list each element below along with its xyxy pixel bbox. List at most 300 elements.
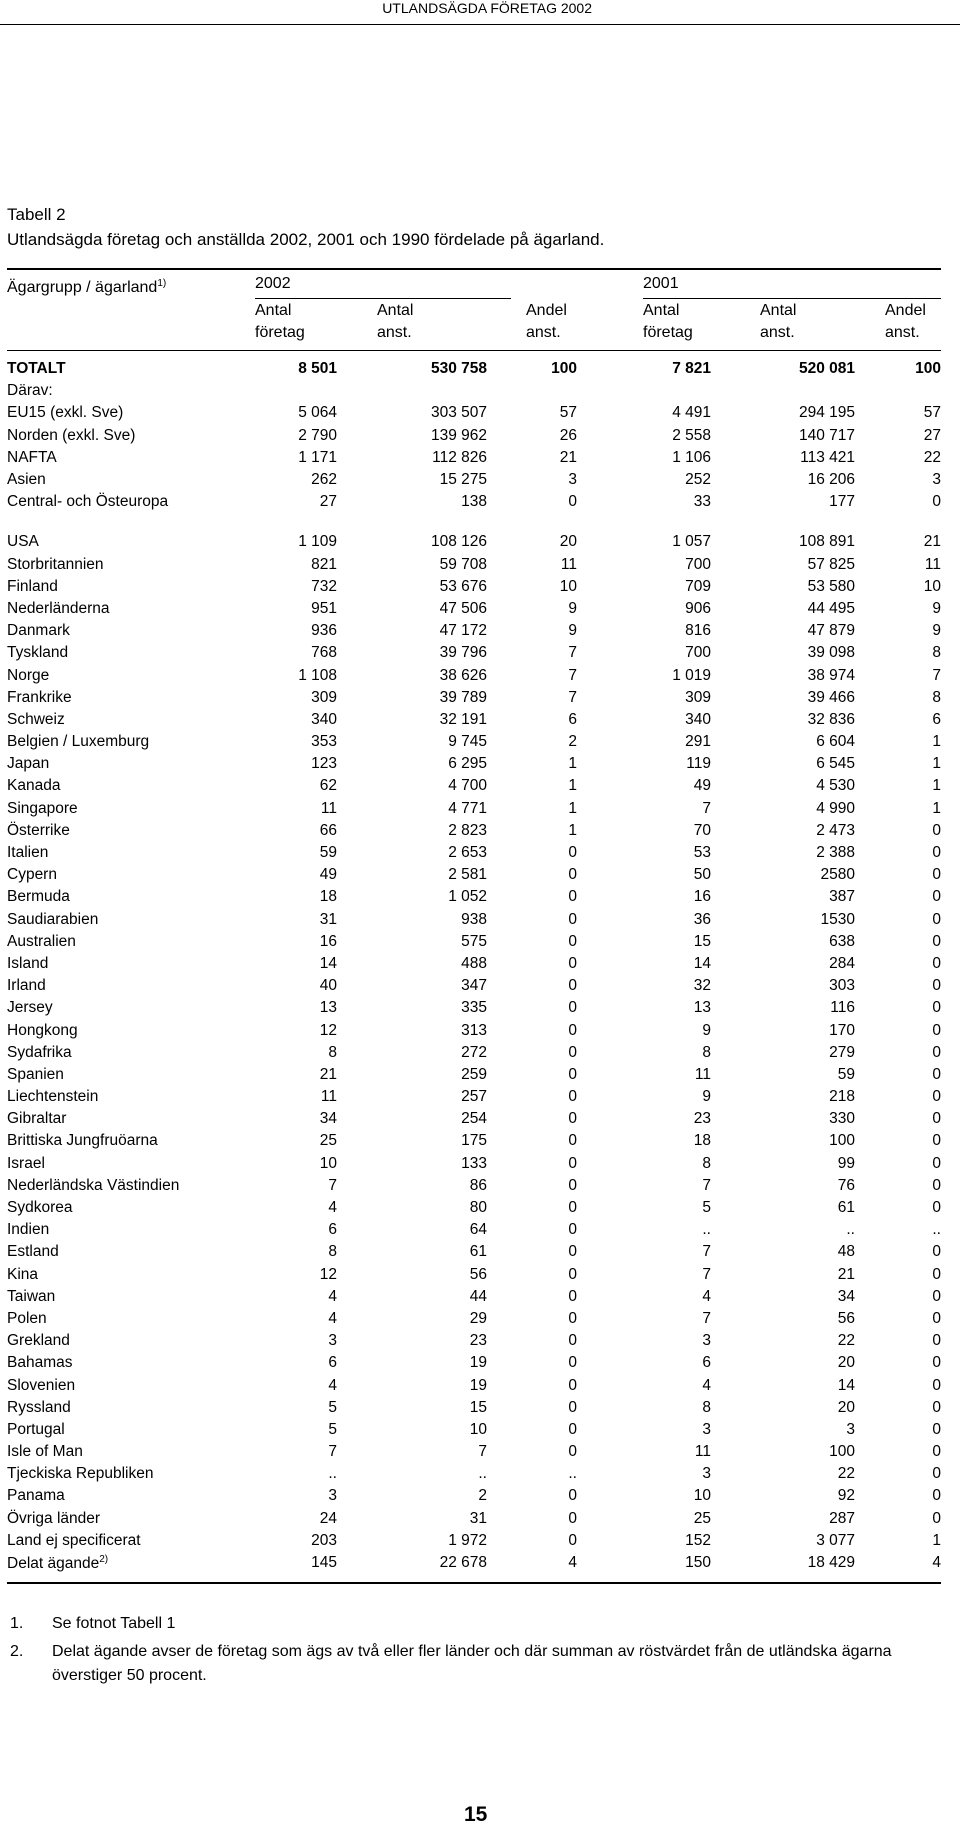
- row-label-text: Ryssland: [7, 1398, 71, 1416]
- cell-value: 9: [702, 1021, 711, 1039]
- cell-value: 47 879: [807, 622, 855, 640]
- cell-value: 5: [702, 1199, 711, 1217]
- cell-value: 4 491: [672, 404, 711, 422]
- table-row: [7, 1264, 941, 1286]
- cell-value: 0: [932, 1287, 941, 1305]
- row-label-text: Indien: [7, 1221, 50, 1239]
- cell-value: 86: [469, 1176, 487, 1194]
- row-label: [7, 1064, 255, 1086]
- row-label-text: Delat ägande: [7, 1554, 100, 1572]
- cell-value: 113 421: [800, 448, 855, 466]
- cell-value: 8: [702, 1154, 711, 1172]
- table-row: [7, 687, 941, 709]
- cell-value: 80: [469, 1199, 487, 1217]
- cell-value: 1: [568, 777, 577, 795]
- table-row: [7, 425, 941, 447]
- cell-value: 14: [693, 954, 711, 972]
- row-label: [7, 1552, 255, 1574]
- row-label: [7, 820, 255, 842]
- cell-value: 47 172: [439, 622, 487, 640]
- row-label-text: Spanien: [7, 1065, 64, 1083]
- cell-value: 821: [311, 555, 337, 573]
- header-bottom-rule: [7, 350, 941, 351]
- cell-value: 119: [686, 755, 711, 773]
- cell-value: 0: [932, 1265, 941, 1283]
- cell-value: 50: [693, 866, 711, 884]
- cell-value: 3: [846, 1420, 855, 1438]
- cell-value: 0: [568, 1021, 577, 1039]
- row-label-text: Norden (exkl. Sve): [7, 426, 136, 444]
- cell-value: 0: [568, 932, 577, 950]
- row-label: [7, 731, 255, 753]
- row-label-text: Australien: [7, 932, 76, 950]
- cell-value: 4 771: [448, 799, 487, 817]
- cell-value: 287: [829, 1509, 855, 1527]
- row-label: [7, 1508, 255, 1530]
- row-label-text: Polen: [7, 1309, 47, 1327]
- row-label: [7, 687, 255, 709]
- table-row: [7, 775, 941, 797]
- cell-value: 49: [319, 866, 337, 884]
- cell-value: 700: [685, 555, 711, 573]
- cell-value: 21: [319, 1065, 337, 1083]
- row-label-text: Bermuda: [7, 888, 70, 906]
- cell-value: 49: [693, 777, 711, 795]
- row-label-text: Sydafrika: [7, 1043, 72, 1061]
- cell-value: 8: [932, 644, 941, 662]
- cell-value: 0: [932, 1509, 941, 1527]
- cell-value: 99: [837, 1154, 855, 1172]
- col-header-andel-anst-2002: Andel anst.: [526, 302, 567, 341]
- cell-value: 139 962: [430, 426, 487, 444]
- cell-value: 0: [568, 1354, 577, 1372]
- cell-value: 530 758: [430, 360, 487, 378]
- cell-value: 0: [568, 1199, 577, 1217]
- table-row: [7, 864, 941, 886]
- row-label: [7, 447, 255, 469]
- cell-value: 7: [568, 666, 577, 684]
- cell-value: 0: [568, 1043, 577, 1061]
- row-label: [7, 576, 255, 598]
- cell-value: 1: [932, 777, 941, 795]
- cell-value: 0: [568, 977, 577, 995]
- cell-value: 10: [319, 1154, 337, 1172]
- cell-value: 8: [328, 1043, 337, 1061]
- cell-value: 8: [702, 1398, 711, 1416]
- cell-value: 145: [311, 1554, 337, 1572]
- cell-value: 170: [829, 1021, 855, 1039]
- cell-value: 1: [932, 755, 941, 773]
- cell-value: 3: [702, 1332, 711, 1350]
- row-label: [7, 598, 255, 620]
- row-label-text: Grekland: [7, 1332, 70, 1350]
- cell-value: 26: [559, 426, 577, 444]
- cell-value: [577, 380, 711, 402]
- group-header-footnote: 1): [157, 278, 167, 289]
- cell-value: 0: [932, 1376, 941, 1394]
- cell-value: 11: [560, 555, 577, 573]
- cell-value: 53: [693, 844, 711, 862]
- cell-value: 3: [328, 1487, 337, 1505]
- cell-value: 5 064: [298, 404, 337, 422]
- cell-value: 0: [932, 1398, 941, 1416]
- cell-value: 4 530: [816, 777, 855, 795]
- cell-value: 4 990: [816, 799, 855, 817]
- table-row: [7, 1086, 941, 1108]
- row-label-text: Italien: [7, 844, 49, 862]
- table-row: [7, 731, 941, 753]
- cell-value: 16 206: [807, 471, 855, 489]
- row-label: [7, 402, 255, 424]
- cell-value: 9: [568, 622, 577, 640]
- row-label-text: Schweiz: [7, 710, 65, 728]
- cell-value: 2 388: [816, 844, 855, 862]
- row-label-text: Portugal: [7, 1420, 65, 1438]
- table-row: [7, 1219, 941, 1241]
- cell-value: 31: [469, 1509, 487, 1527]
- row-label-text: Sydkorea: [7, 1199, 73, 1217]
- cell-value: 47 506: [439, 599, 487, 617]
- cell-value: 1530: [820, 910, 855, 928]
- cell-value: 1 972: [448, 1531, 487, 1549]
- cell-value: 9: [932, 622, 941, 640]
- row-label-text: Belgien / Luxemburg: [7, 733, 150, 751]
- table-row: [7, 1552, 941, 1574]
- cell-value: 7: [328, 1176, 337, 1194]
- cell-value: 1 019: [672, 666, 711, 684]
- year-2002-header: 2002: [255, 275, 291, 292]
- cell-value: 39 098: [807, 644, 855, 662]
- cell-value: 2 790: [298, 426, 337, 444]
- table-row: [7, 402, 941, 424]
- cell-value: 39 466: [807, 688, 855, 706]
- cell-value: 100: [829, 1132, 855, 1150]
- cell-value: 309: [311, 688, 337, 706]
- table-row: [7, 642, 941, 664]
- cell-value: 8: [702, 1043, 711, 1061]
- row-label-text: Asien: [7, 471, 46, 489]
- cell-value: 21: [559, 448, 577, 466]
- cell-value: 3: [568, 471, 577, 489]
- cell-value: 7: [702, 1243, 711, 1261]
- cell-value: 8: [932, 688, 941, 706]
- cell-value: 1: [568, 821, 577, 839]
- row-label-text: Singapore: [7, 799, 78, 817]
- cell-value: 0: [932, 1043, 941, 1061]
- cell-value: 16: [693, 888, 711, 906]
- row-label-text: Norge: [7, 666, 50, 684]
- row-label: [7, 798, 255, 820]
- cell-value: 62: [319, 777, 337, 795]
- cell-value: 816: [685, 622, 711, 640]
- table-title-block: [7, 202, 604, 252]
- table-row: [7, 1530, 941, 1552]
- cell-value: 4: [328, 1199, 337, 1217]
- col-header-andel-anst-2001: Andel anst.: [885, 302, 926, 341]
- cell-value: 0: [568, 1376, 577, 1394]
- cell-value: 24: [319, 1509, 337, 1527]
- cell-value: 10: [923, 577, 941, 595]
- cell-value: 13: [319, 999, 337, 1017]
- cell-value: 906: [685, 599, 711, 617]
- cell-value: 0: [568, 1287, 577, 1305]
- cell-value: 0: [932, 910, 941, 928]
- cell-value: 10: [693, 1487, 711, 1505]
- cell-value: 1: [932, 1531, 941, 1549]
- cell-value: 1 171: [298, 448, 337, 466]
- cell-value: 7: [328, 1443, 337, 1461]
- cell-value: 0: [568, 1065, 577, 1083]
- cell-value: 303: [829, 977, 855, 995]
- cell-value: ..: [846, 1221, 855, 1239]
- table-row: [7, 931, 941, 953]
- cell-value: 6: [328, 1354, 337, 1372]
- cell-value: 0: [568, 1110, 577, 1128]
- cell-value: 6: [932, 710, 941, 728]
- row-label: [7, 380, 255, 402]
- cell-value: [711, 380, 855, 402]
- row-label-text: Frankrike: [7, 688, 72, 706]
- table-bottom-rule: [7, 1582, 941, 1584]
- cell-value: 1 108: [298, 666, 337, 684]
- row-label: [7, 1197, 255, 1219]
- row-label-text: Isle of Man: [7, 1443, 83, 1461]
- cell-value: 70: [693, 821, 711, 839]
- cell-value: 22: [837, 1465, 855, 1483]
- page-number: 15: [464, 1803, 488, 1826]
- cell-value: 32: [693, 977, 711, 995]
- cell-value: 2 823: [448, 821, 487, 839]
- table-row: [7, 469, 941, 491]
- cell-value: 32 191: [439, 710, 487, 728]
- cell-value: 309: [685, 688, 711, 706]
- cell-value: 1: [568, 755, 577, 773]
- cell-value: 92: [837, 1487, 855, 1505]
- row-label: [7, 864, 255, 886]
- cell-value: 3: [702, 1465, 711, 1483]
- cell-value: 0: [568, 1332, 577, 1350]
- cell-value: 700: [685, 644, 711, 662]
- row-label-text: Liechtenstein: [7, 1088, 99, 1106]
- cell-value: 1: [932, 733, 941, 751]
- cell-value: 25: [693, 1509, 711, 1527]
- table-row: [7, 1330, 941, 1352]
- cell-value: 12: [319, 1265, 337, 1283]
- row-label-text: Israel: [7, 1154, 45, 1172]
- cell-value: 0: [568, 999, 577, 1017]
- cell-value: 4 700: [448, 777, 487, 795]
- cell-value: 638: [829, 932, 855, 950]
- cell-value: 0: [932, 954, 941, 972]
- cell-value: 6: [702, 1354, 711, 1372]
- group-header-label: Ägargrupp / ägarland: [7, 279, 158, 296]
- year-2002-rule: [255, 298, 511, 299]
- cell-value: 7 821: [672, 360, 711, 378]
- table-label: Tabell 2: [7, 205, 66, 224]
- cell-value: 335: [461, 999, 487, 1017]
- row-label: [7, 1485, 255, 1507]
- cell-value: 116: [830, 999, 855, 1017]
- cell-value: 29: [469, 1309, 487, 1327]
- row-label: [7, 620, 255, 642]
- col-header-antal-foretag-2001: Antal företag: [643, 302, 693, 341]
- row-label-text: Irland: [7, 977, 46, 995]
- cell-value: 3 077: [816, 1531, 855, 1549]
- cell-value: 709: [685, 577, 711, 595]
- table-row: [7, 447, 941, 469]
- cell-value: 252: [685, 471, 711, 489]
- row-label-text: Land ej specificerat: [7, 1531, 141, 1549]
- cell-value: [487, 380, 577, 402]
- cell-value: 218: [829, 1088, 855, 1106]
- row-label-text: Nederländerna: [7, 599, 110, 617]
- cell-value: 0: [568, 1443, 577, 1461]
- cell-value: 488: [461, 954, 487, 972]
- cell-value: 100: [551, 360, 577, 378]
- row-label: [7, 1175, 255, 1197]
- row-label: [7, 1153, 255, 1175]
- cell-value: 0: [932, 1443, 941, 1461]
- cell-value: 9: [568, 599, 577, 617]
- footnote-text: Delat ägande avser de företag som ägs av två eller fler länder och där summan av röstvärdet från de utländska ägarna överstiger 50 procent.: [52, 1643, 892, 1684]
- row-label-text: Brittiska Jungfruöarna: [7, 1132, 158, 1150]
- cell-value: 203: [311, 1531, 337, 1549]
- cell-value: 0: [932, 1332, 941, 1350]
- cell-value: 347: [461, 977, 487, 995]
- row-label-text: Cypern: [7, 866, 57, 884]
- cell-value: 6 545: [816, 755, 855, 773]
- cell-value: 133: [461, 1154, 487, 1172]
- cell-value: 768: [311, 644, 337, 662]
- table-row: [7, 709, 941, 731]
- cell-value: 0: [568, 1088, 577, 1106]
- row-label-text: Kina: [7, 1265, 39, 1283]
- cell-value: 100: [829, 1443, 855, 1461]
- data-table-body: [7, 358, 941, 1574]
- cell-value: 14: [837, 1376, 855, 1394]
- cell-value: 18: [693, 1132, 711, 1150]
- cell-value: 0: [932, 1420, 941, 1438]
- cell-value: 6: [568, 710, 577, 728]
- cell-value: 175: [461, 1132, 487, 1150]
- cell-value: 53 580: [807, 577, 855, 595]
- row-label-footnote: 2): [99, 1553, 109, 1565]
- cell-value: 284: [829, 954, 855, 972]
- running-header-text: UTLANDSÄGDA FÖRETAG 2002: [382, 0, 592, 16]
- row-label-text: Storbritannien: [7, 555, 104, 573]
- row-label: [7, 1374, 255, 1396]
- cell-value: 0: [568, 1487, 577, 1505]
- row-label: [7, 1308, 255, 1330]
- table-row: [7, 491, 941, 513]
- table-row: [7, 909, 941, 931]
- row-label-text: Japan: [7, 755, 50, 773]
- table-row: [7, 1108, 941, 1130]
- cell-value: 34: [837, 1287, 855, 1305]
- cell-value: 2 653: [448, 844, 487, 862]
- cell-value: 27: [319, 493, 337, 511]
- table-row: [7, 380, 941, 402]
- cell-value: 56: [469, 1265, 487, 1283]
- cell-value: 11: [320, 799, 337, 817]
- cell-value: 0: [932, 977, 941, 995]
- table-row: [7, 1042, 941, 1064]
- table-row: [7, 798, 941, 820]
- table-row: [7, 1352, 941, 1374]
- row-label: [7, 975, 255, 997]
- row-label: [7, 931, 255, 953]
- row-label: [7, 1264, 255, 1286]
- cell-value: 0: [568, 910, 577, 928]
- cell-value: 303 507: [430, 404, 487, 422]
- row-label: [7, 358, 255, 380]
- cell-value: 5: [328, 1398, 337, 1416]
- row-label: [7, 775, 255, 797]
- cell-value: 108 126: [430, 533, 487, 551]
- cell-value: [337, 380, 487, 402]
- row-label: [7, 491, 255, 513]
- row-label-text: Därav:: [7, 382, 53, 400]
- row-label: [7, 842, 255, 864]
- cell-value: 59: [837, 1065, 855, 1083]
- row-label: [7, 664, 255, 686]
- cell-value: 0: [932, 866, 941, 884]
- cell-value: 22: [837, 1332, 855, 1350]
- cell-value: 0: [932, 932, 941, 950]
- cell-value: 7: [568, 644, 577, 662]
- cell-value: 0: [932, 1065, 941, 1083]
- table-row: [7, 886, 941, 908]
- cell-value: 4: [702, 1376, 711, 1394]
- cell-value: 0: [568, 866, 577, 884]
- cell-value: 23: [469, 1332, 487, 1350]
- cell-value: 10: [559, 577, 577, 595]
- cell-value: 0: [568, 493, 577, 511]
- cell-value: 0: [568, 1531, 577, 1549]
- cell-value: 3: [932, 471, 941, 489]
- row-label: [7, 1530, 255, 1552]
- table-top-rule: [7, 268, 941, 270]
- table-row: [7, 1463, 941, 1485]
- cell-value: 57: [559, 404, 577, 422]
- cell-value: 10: [469, 1420, 487, 1438]
- cell-value: 64: [469, 1221, 487, 1239]
- cell-value: 0: [568, 1309, 577, 1327]
- row-label: [7, 1330, 255, 1352]
- cell-value: 7: [702, 1265, 711, 1283]
- cell-value: [255, 380, 337, 402]
- cell-value: 0: [932, 1354, 941, 1372]
- table-row: [7, 664, 941, 686]
- row-label-text: USA: [7, 533, 39, 551]
- cell-value: 0: [932, 844, 941, 862]
- cell-value: 150: [685, 1554, 711, 1572]
- cell-value: 8 501: [298, 360, 337, 378]
- row-label-text: Central- och Östeuropa: [7, 493, 169, 511]
- cell-value: 4: [328, 1309, 337, 1327]
- cell-value: 152: [685, 1531, 711, 1549]
- cell-value: ..: [478, 1465, 487, 1483]
- row-label-text: Österrike: [7, 821, 70, 839]
- cell-value: 0: [568, 1132, 577, 1150]
- row-label-text: Bahamas: [7, 1354, 73, 1372]
- cell-value: 11: [694, 1443, 711, 1461]
- col-header-antal-anst-2001: Antal anst.: [760, 302, 797, 341]
- cell-value: 0: [568, 954, 577, 972]
- cell-value: 61: [469, 1243, 487, 1261]
- footnote-item: 2. Delat ägande avser de företag som ägs av två eller fler länder och där summan av röstvärdet från de utländska ägarna överstiger 50 procent.: [10, 1640, 940, 1688]
- row-label-text: Estland: [7, 1243, 59, 1261]
